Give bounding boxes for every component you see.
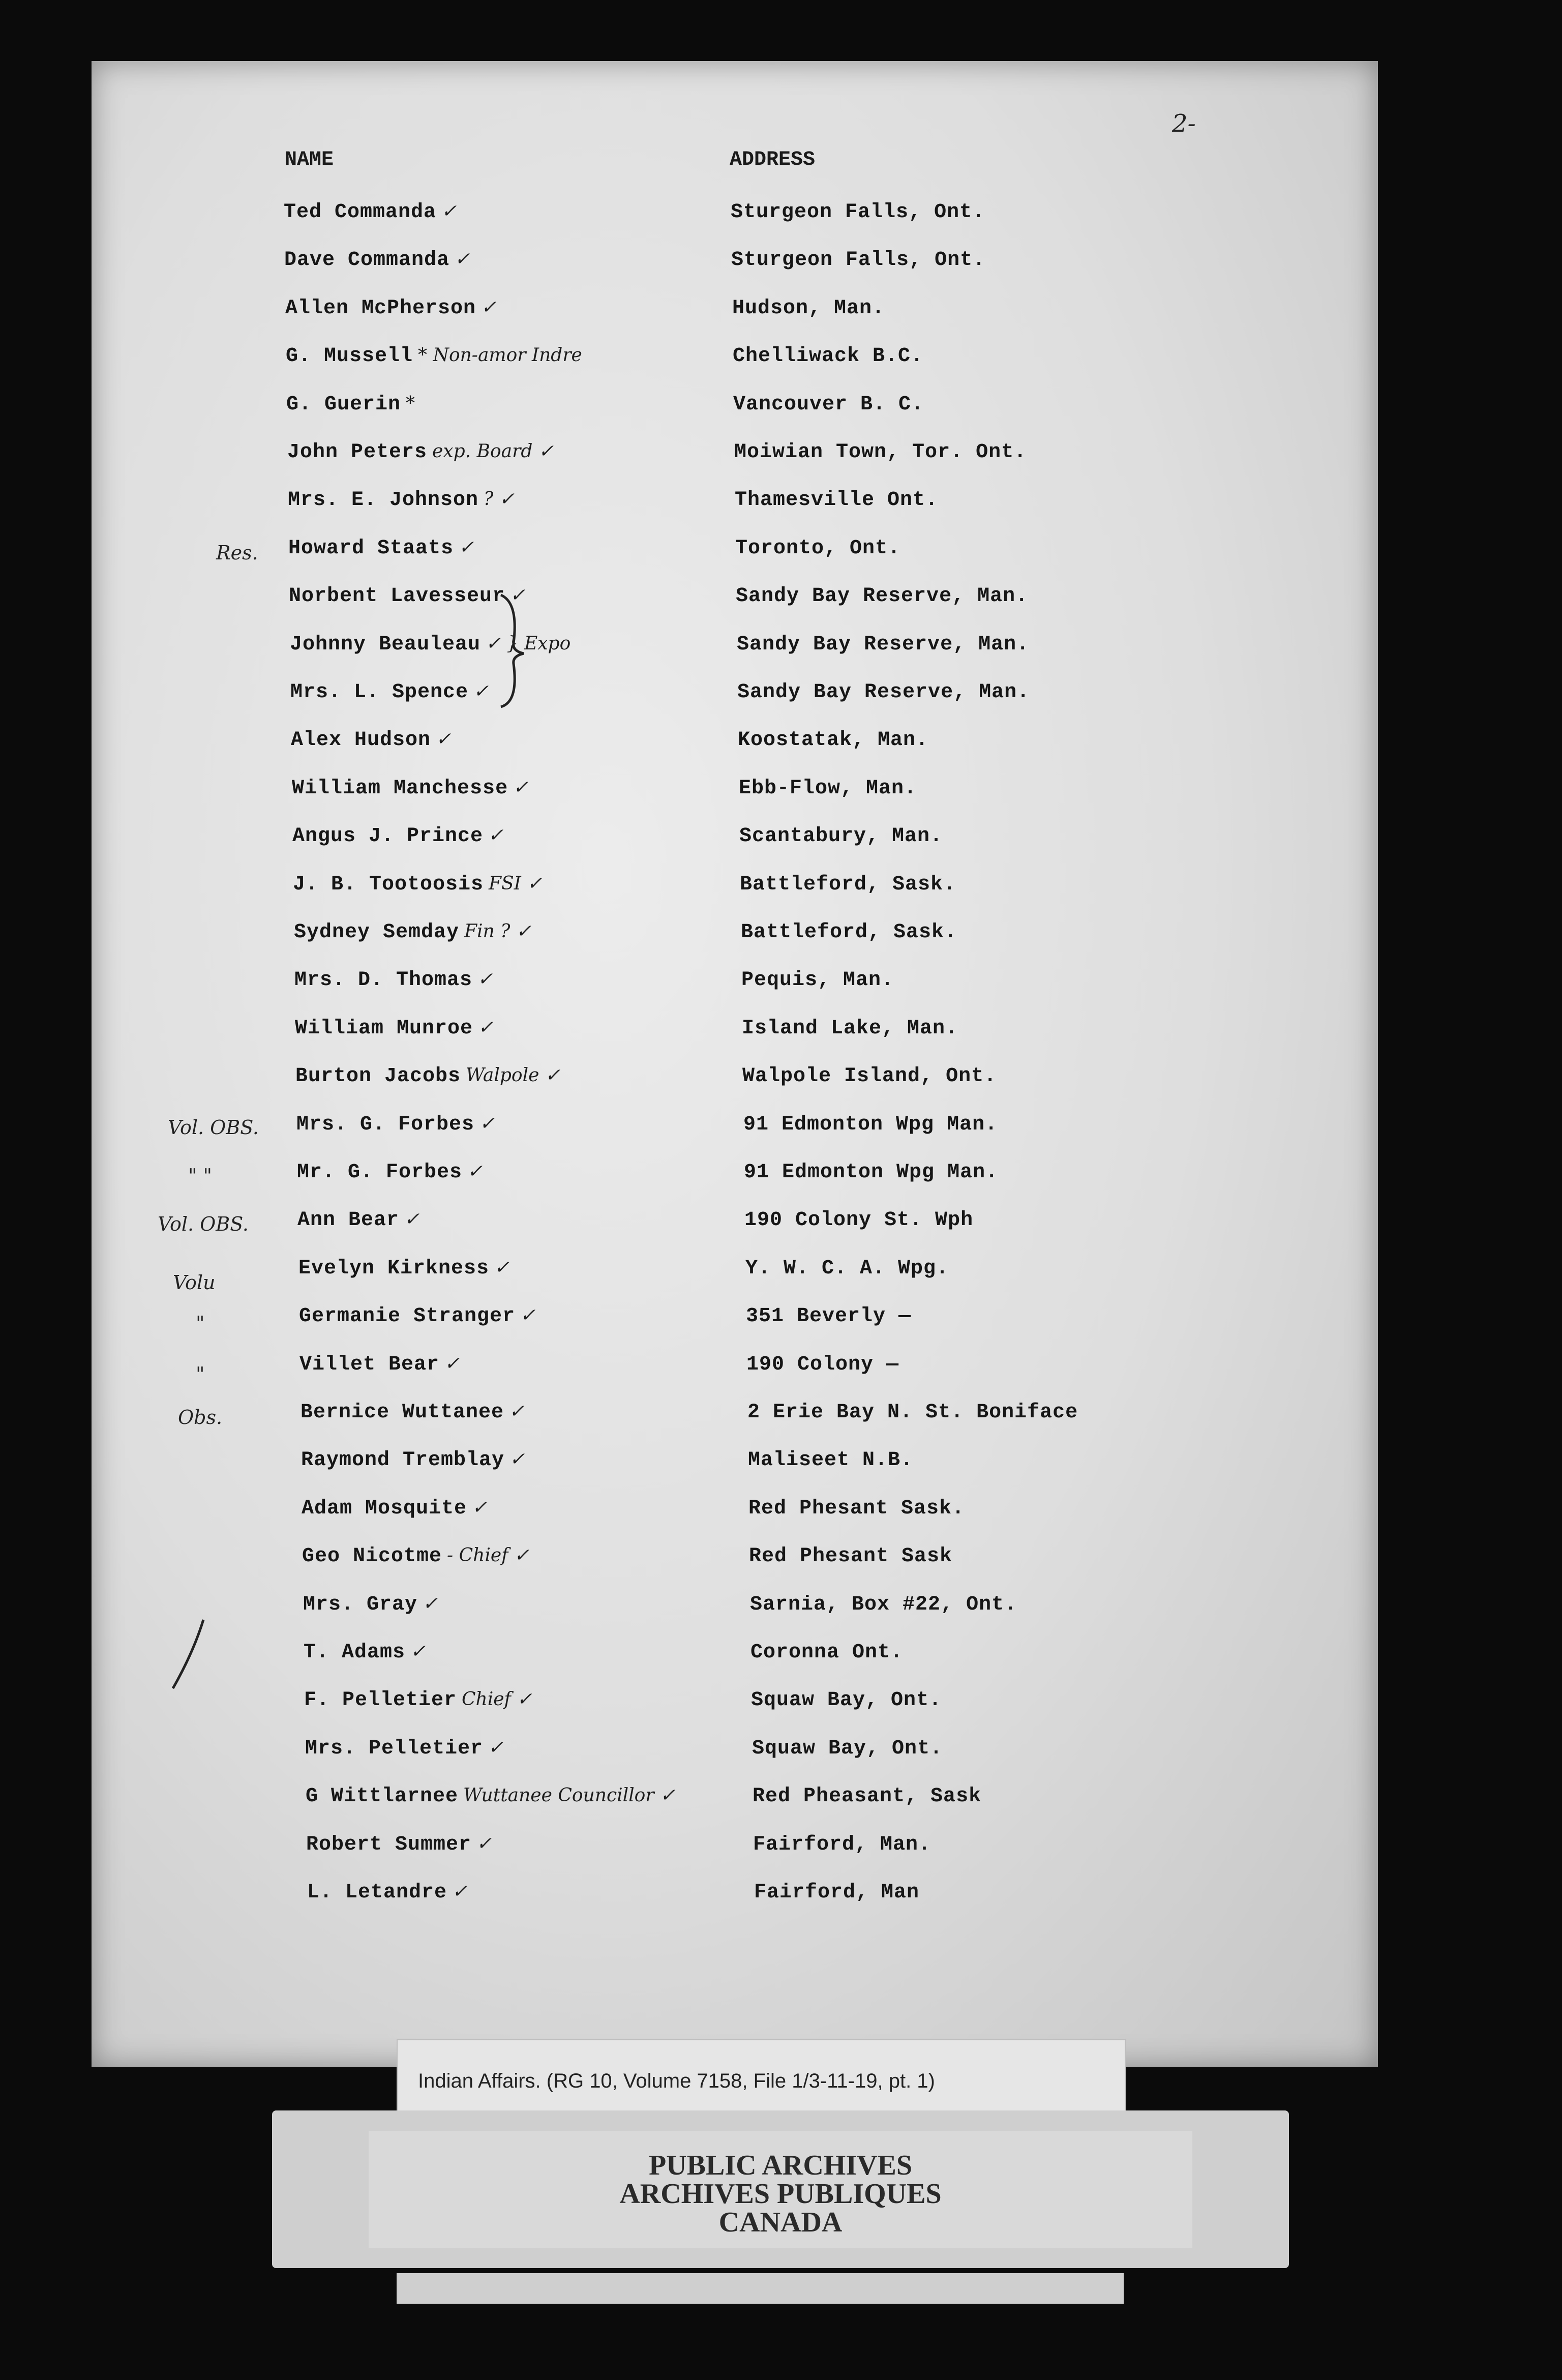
list-item [0, 969, 1562, 1004]
list-item [0, 1833, 1562, 1869]
list-item [0, 1497, 1562, 1533]
stamp-line-3: CANADA [718, 2207, 843, 2238]
handwritten-note: ✓ [488, 1737, 504, 1758]
person-name: William Manchesse [292, 777, 508, 800]
person-name: Mrs. Pelletier [305, 1737, 484, 1760]
list-item [0, 1881, 1562, 1917]
handwritten-note: ✓ [467, 1161, 483, 1182]
handwritten-note: Chief ✓ [462, 1689, 532, 1710]
person-name: Alex Hudson [291, 729, 431, 752]
margin-note-ditto-2: " [196, 1312, 205, 1334]
person-address: Sandy Bay Reserve, Man. [737, 681, 1030, 704]
person-name: G. Guerin [286, 393, 401, 416]
handwritten-note: Wuttanee Councillor ✓ [463, 1785, 676, 1806]
list-item [0, 1689, 1562, 1724]
list-item [0, 873, 1562, 909]
person-name: G Wittlarnee [306, 1785, 459, 1808]
person-address: 190 Colony — [746, 1353, 899, 1376]
list-item [0, 921, 1562, 957]
person-name: Mrs. E. Johnson [288, 489, 479, 512]
person-name: Johnny Beauleau [290, 633, 481, 656]
person-name: Ann Bear [297, 1209, 400, 1232]
person-address: Red Phesant Sask. [748, 1497, 965, 1520]
handwritten-note: * [406, 393, 415, 414]
person-name: Mr. G. Forbes [297, 1161, 463, 1184]
handwritten-note: ✓ [494, 1257, 510, 1278]
handwritten-note: - Chief ✓ [447, 1545, 530, 1566]
person-address: Chelliwack B.C. [733, 345, 924, 368]
person-address: 91 Edmonton Wpg Man. [744, 1161, 999, 1184]
list-item [0, 393, 1562, 429]
list-item [0, 1785, 1562, 1821]
margin-note-ditto-3: " [196, 1363, 205, 1385]
person-address: Walpole Island, Ont. [742, 1065, 997, 1088]
list-item [0, 297, 1562, 333]
person-name: Mrs. D. Thomas [294, 969, 473, 992]
handwritten-note: ✓ [473, 681, 489, 702]
handwritten-note: ✓ [441, 201, 457, 222]
margin-note-obs: Obs. [178, 1406, 223, 1429]
person-name: J. B. Tootoosis [293, 873, 484, 896]
margin-note-res: Res. [216, 542, 258, 564]
stamp-line-1: PUBLIC ARCHIVES [648, 2150, 913, 2181]
handwritten-note: FSI ✓ [489, 873, 543, 894]
handwritten-note: ✓ [509, 1401, 525, 1422]
person-address: Toronto, Ont. [735, 537, 901, 560]
handwritten-note: * Non-amor Indre [418, 345, 582, 366]
list-item [0, 1161, 1562, 1197]
stamp-line-2: ARCHIVES PUBLIQUES [619, 2178, 942, 2210]
list-item [0, 1401, 1562, 1437]
margin-note-ditto: " " [188, 1165, 213, 1187]
person-address: Coronna Ont. [750, 1641, 904, 1664]
person-name: Mrs. L. Spence [290, 681, 469, 704]
person-address: Y. W. C. A. Wpg. [745, 1257, 949, 1280]
person-address: Sturgeon Falls, Ont. [731, 249, 986, 272]
person-name: T. Adams [304, 1641, 406, 1664]
name-column-header: NAME [285, 148, 334, 171]
archives-stamp [272, 2110, 1289, 2268]
person-address: 2 Erie Bay N. St. Boniface [747, 1401, 1078, 1424]
margin-note-vol-obs: Vol. OBS. [168, 1116, 259, 1139]
list-item [0, 1257, 1562, 1293]
handwritten-note: ✓ } Expo [486, 633, 571, 654]
list-item [0, 1449, 1562, 1484]
list-item [0, 633, 1562, 669]
person-address: Thamesville Ont. [735, 489, 939, 512]
person-name: Geo Nicotme [302, 1545, 442, 1568]
person-name: Sydney Semday [294, 921, 460, 944]
address-column-header: ADDRESS [730, 148, 816, 171]
person-name: Evelyn Kirkness [298, 1257, 490, 1280]
person-address: Sturgeon Falls, Ont. [731, 201, 985, 224]
handwritten-note: ✓ [510, 585, 526, 606]
archive-reference-text: Indian Affairs. (RG 10, Volume 7158, File 1/3-11-19, pt. 1) [418, 2070, 935, 2092]
person-address: Sarnia, Box #22, Ont. [750, 1593, 1017, 1616]
handwritten-note: ✓ [452, 1881, 468, 1902]
person-address: Island Lake, Man. [742, 1017, 958, 1040]
person-name: Robert Summer [306, 1833, 472, 1856]
handwritten-note: ✓ [423, 1593, 438, 1614]
person-name: Angus J. Prince [292, 825, 484, 848]
person-address: 190 Colony St. Wph [744, 1209, 974, 1232]
person-address: Vancouver B. C. [733, 393, 924, 416]
list-item [0, 1737, 1562, 1773]
handwritten-note: ✓ [478, 1017, 494, 1038]
list-item [0, 825, 1562, 860]
margin-note-vol-obs-2: Vol. OBS. [158, 1213, 249, 1235]
list-item [0, 201, 1562, 236]
person-name: Mrs. G. Forbes [296, 1113, 475, 1136]
person-address: Sandy Bay Reserve, Man. [736, 585, 1029, 608]
bracket-mark-icon [498, 592, 529, 709]
list-item [0, 1305, 1562, 1341]
person-name: William Munroe [295, 1017, 473, 1040]
handwritten-note: ✓ [509, 1449, 525, 1470]
person-address: Red Pheasant, Sask [753, 1785, 982, 1808]
handwritten-note: Walpole ✓ [466, 1065, 560, 1086]
handwritten-note: exp. Board ✓ [432, 441, 554, 462]
handwritten-note: Fin ? ✓ [464, 921, 532, 942]
person-name: Raymond Tremblay [301, 1449, 505, 1472]
handwritten-note: ✓ [459, 537, 474, 558]
person-address: 91 Edmonton Wpg Man. [743, 1113, 998, 1136]
person-address: Fairford, Man. [753, 1833, 932, 1856]
page-number: 2- [1172, 109, 1196, 138]
person-name: John Peters [287, 441, 428, 464]
person-name: Ted Commanda [284, 201, 437, 224]
list-item [0, 1641, 1562, 1677]
handwritten-note: ✓ [481, 297, 497, 318]
person-address: Koostatak, Man. [738, 729, 929, 752]
person-address: Ebb-Flow, Man. [739, 777, 917, 800]
handwritten-note: ✓ [404, 1209, 420, 1230]
person-name: Germanie Stranger [299, 1305, 516, 1328]
person-address: Sandy Bay Reserve, Man. [737, 633, 1030, 656]
list-item [0, 585, 1562, 620]
handwritten-note: ✓ [513, 777, 529, 798]
handwritten-note: ✓ [455, 249, 470, 270]
person-name: Burton Jacobs [295, 1065, 461, 1088]
handwritten-note: ✓ [476, 1833, 492, 1854]
handwritten-note: ✓ [477, 969, 493, 990]
list-item [0, 1593, 1562, 1629]
margin-note-volu: Volu [173, 1271, 216, 1294]
list-item [0, 681, 1562, 717]
person-address: Moiwian Town, Tor. Ont. [734, 441, 1027, 464]
person-name: Dave Commanda [284, 249, 450, 272]
person-address: Fairford, Man [754, 1881, 920, 1904]
handwritten-note: ✓ [520, 1305, 536, 1326]
handwritten-note: ✓ [436, 729, 452, 750]
person-name: L. Letandre [307, 1881, 447, 1904]
person-name: Allen McPherson [285, 297, 476, 320]
person-address: Pequis, Man. [741, 969, 894, 992]
list-item [0, 1545, 1562, 1581]
person-name: Mrs. Gray [303, 1593, 418, 1616]
list-item [0, 489, 1562, 524]
list-item [0, 729, 1562, 764]
list-item [0, 1065, 1562, 1100]
person-name: G. Mussell [286, 345, 413, 368]
person-name: Norbent Lavesseur [289, 585, 505, 608]
list-item [0, 345, 1562, 380]
person-address: Scantabury, Man. [739, 825, 943, 848]
pen-stroke-icon [168, 1617, 208, 1693]
list-item [0, 249, 1562, 284]
handwritten-note: ✓ [444, 1353, 460, 1374]
person-address: Battleford, Sask. [740, 873, 956, 896]
handwritten-note: ✓ [488, 825, 504, 846]
person-address: Hudson, Man. [732, 297, 885, 320]
handwritten-note: ? ✓ [484, 489, 515, 510]
person-name: Howard Staats [288, 537, 454, 560]
person-address: Red Phesant Sask [749, 1545, 953, 1568]
person-name: Adam Mosquite [302, 1497, 467, 1520]
person-address: 351 Beverly — [746, 1305, 912, 1328]
handwritten-note: ✓ [479, 1113, 495, 1134]
list-item [0, 1353, 1562, 1389]
person-address: Squaw Bay, Ont. [752, 1737, 943, 1760]
person-name: Villet Bear [299, 1353, 440, 1376]
list-item [0, 1017, 1562, 1053]
person-address: Maliseet N.B. [748, 1449, 914, 1472]
person-address: Squaw Bay, Ont. [751, 1689, 942, 1712]
list-item [0, 441, 1562, 477]
handwritten-note: ✓ [410, 1641, 426, 1662]
list-item [0, 777, 1562, 813]
person-address: Battleford, Sask. [741, 921, 957, 944]
person-name: Bernice Wuttanee [301, 1401, 504, 1424]
person-name: F. Pelletier [304, 1689, 457, 1712]
bottom-strip [397, 2273, 1124, 2304]
handwritten-note: ✓ [472, 1497, 488, 1518]
